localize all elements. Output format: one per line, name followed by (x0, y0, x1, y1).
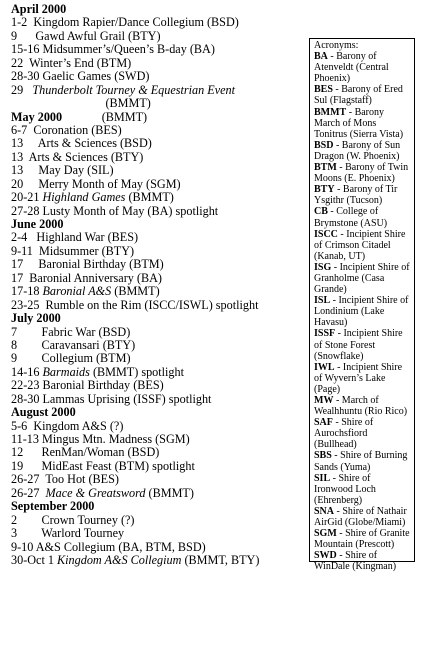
event-host: (BMMT) (111, 284, 160, 299)
acronym-abbr: MW (314, 395, 334, 406)
month-title: April 2000 (11, 2, 67, 16)
event-name: Highland Games (42, 190, 126, 205)
event-name: Arts & Sciences (BSD) (37, 136, 152, 151)
event-date: 26-27 (11, 485, 40, 500)
event-name: Merry Month of May (SGM) (38, 176, 181, 191)
event-date: 13 (11, 163, 24, 178)
event-date: 19 (11, 458, 24, 473)
event-line (11, 393, 311, 406)
acronym-separator: - (330, 295, 339, 307)
event-name: Kingdom Rapier/Dance Collegium (BSD) (33, 15, 239, 30)
month-title: May 2000 (11, 109, 63, 124)
event-line (11, 420, 311, 433)
event-line (11, 43, 311, 56)
acronym-abbr: IWL (314, 361, 335, 373)
event-date: 27-28 (11, 203, 40, 218)
event-name: Barmaids (42, 364, 90, 379)
acronym-desc: Incipient Shire of Stone Forest (Snowflake) (314, 328, 403, 362)
acronym-desc: Barony of Atenveldt (Central Phoenix) (314, 51, 389, 85)
acronym-entry (314, 417, 411, 450)
event-name: Rumble on the Rim (ISCC/ISWL) spotlight (45, 297, 259, 312)
event-name: Lusty Month of May (BA) spotlight (42, 203, 219, 218)
acronym-separator: - (331, 261, 340, 273)
event-name: Fabric War (BSD) (41, 324, 131, 339)
acronym-abbr: SWD (314, 550, 337, 562)
acronym-separator: - (346, 106, 355, 118)
event-date: 15-16 (11, 42, 40, 57)
acronym-separator: - (334, 505, 343, 517)
acronym-entry (314, 51, 411, 84)
event-date: 22-23 (11, 378, 40, 393)
event-date: 28-30 (11, 391, 40, 406)
event-line (11, 299, 311, 312)
acronym-abbr: BMMT (314, 106, 347, 118)
month-note: (BMMT) (62, 109, 148, 124)
event-date: 9-10 (11, 539, 34, 554)
event-line (11, 460, 311, 473)
acronym-entry (314, 528, 411, 550)
event-line (11, 433, 311, 446)
event-date: 8 (11, 337, 18, 352)
month-heading (11, 111, 311, 124)
event-date: 2 (11, 512, 18, 527)
event-date: 2-4 (11, 230, 28, 245)
event-name: Baronial A&S (42, 284, 112, 299)
acronym-separator: - (332, 84, 342, 96)
acronym-desc: Incipient Shire of Crimson Citadel (Kanab, UT) (314, 228, 406, 262)
acronym-separator: - (334, 184, 343, 196)
event-name: MidEast Feast (BTM) spotlight (41, 458, 195, 473)
acronym-desc: Barony of Twin Moons (E. Phoenix) (314, 162, 409, 185)
month-title: September 2000 (11, 499, 95, 514)
event-line (11, 137, 311, 150)
event-line (11, 285, 311, 298)
acronym-abbr: SBS (314, 450, 332, 462)
acronym-separator: - (333, 139, 342, 151)
event-name: Midsummer’s/Queen’s B-day (BA) (42, 42, 215, 57)
event-date: 29 (11, 82, 24, 97)
month-title: June 2000 (11, 217, 64, 231)
event-date: 9 (11, 351, 18, 366)
acronym-separator: - (333, 395, 342, 406)
events-calendar (11, 3, 311, 567)
event-date: 6-7 (11, 122, 28, 137)
event-name: Warlord Tourney (41, 526, 125, 541)
event-line (11, 191, 311, 204)
acronym-entry (314, 362, 411, 395)
event-line (11, 57, 311, 70)
event-name: RenMan/Woman (BSD) (41, 445, 160, 460)
acronym-desc: Shire of Granite Mountain (Prescott) (314, 528, 410, 551)
month-title: July 2000 (11, 311, 61, 326)
event-line (11, 84, 311, 97)
acronym-entry (314, 328, 411, 361)
event-line (11, 326, 311, 339)
event-line (11, 473, 311, 486)
event-line (11, 97, 311, 110)
event-line (11, 245, 311, 258)
acronym-entry (314, 206, 411, 228)
acronym-abbr: BES (314, 84, 333, 96)
acronym-desc: Shire of Ironwood Loch (Ehrenberg) (314, 472, 376, 506)
acronym-abbr: SGM (314, 528, 337, 540)
acronym-separator: - (331, 450, 341, 462)
acronym-desc: Barony of Tir Ysgithr (Tucson) (314, 184, 398, 207)
acronym-entry (314, 140, 411, 162)
acronym-separator: - (336, 550, 346, 562)
event-line (11, 352, 311, 365)
acronym-abbr: CB (314, 206, 328, 218)
event-name: Arts & Sciences (BTY) (28, 149, 144, 164)
event-line (11, 16, 311, 29)
event-line (11, 366, 311, 379)
event-date: 9-11 (11, 243, 33, 258)
acronym-abbr: SIL (314, 472, 331, 484)
event-name: Gaelic Games (SWD) (42, 69, 150, 84)
event-line (11, 527, 311, 540)
event-line (11, 164, 311, 177)
event-host: (BMMT) (125, 190, 174, 205)
acronym-abbr: BTM (314, 162, 337, 174)
event-date: 23-25 (11, 297, 40, 312)
event-name: Baronial Anniversary (BA) (29, 270, 162, 285)
acronyms-heading: Acronyms: (314, 40, 359, 51)
acronym-entry (314, 107, 411, 140)
acronym-abbr: BA (314, 51, 328, 63)
acronym-separator: - (337, 228, 347, 240)
event-line (11, 339, 311, 352)
event-name: Kingdom A&S (?) (33, 418, 124, 433)
event-host: (BMMT) spotlight (89, 364, 185, 379)
month-title: August 2000 (11, 405, 76, 420)
event-date: 17 (11, 257, 24, 272)
month-heading (11, 218, 311, 231)
event-date: 17 (11, 270, 24, 285)
event-name: Baronial Birthday (BTM) (38, 257, 164, 272)
acronyms-box (309, 38, 415, 573)
event-line (11, 178, 311, 191)
acronym-separator: - (327, 206, 337, 218)
event-date: 20-21 (11, 190, 40, 205)
month-heading (11, 500, 311, 513)
event-name: Gawd Awful Grail (BTY) (35, 28, 161, 43)
acronym-desc: Barony of Ered Sul (Flagstaff) (314, 84, 403, 107)
acronym-abbr: SNA (314, 505, 335, 517)
event-name: Mingus Mtn. Madness (SGM) (42, 432, 190, 446)
month-heading (11, 312, 311, 325)
event-line (11, 514, 311, 527)
acronym-abbr: SAF (314, 417, 333, 429)
acronym-abbr: ISG (314, 261, 332, 273)
acronym-desc: Barony of Sun Dragon (W. Phoenix) (314, 139, 401, 162)
event-date: 30-Oct 1 (11, 552, 54, 567)
event-name: Highland War (BES) (36, 230, 139, 245)
event-date: 3 (11, 526, 18, 541)
acronym-desc: College of Brymstone (ASU) (314, 206, 388, 229)
acronym-abbr: BTY (314, 184, 335, 196)
event-name: Lammas Uprising (ISSF) spotlight (42, 391, 212, 406)
acronym-separator: - (330, 472, 339, 484)
acronym-abbr: ISSF (314, 328, 336, 340)
event-host: (BMMT) (145, 485, 194, 500)
event-line (11, 446, 311, 459)
acronym-abbr: BSD (314, 139, 334, 151)
event-name: Caravansari (BTY) (41, 337, 136, 352)
acronym-entry (314, 450, 411, 472)
acronym-entry (314, 295, 411, 328)
event-name: Midsummer (BTY) (38, 243, 135, 258)
event-line (11, 554, 311, 567)
event-name: Too Hot (BES) (45, 472, 119, 487)
event-date: 7 (11, 324, 18, 339)
acronym-separator: - (336, 162, 346, 174)
event-date: 9 (11, 28, 18, 43)
acronym-desc: Shire of Burning Sands (Yuma) (314, 450, 408, 473)
acronym-entry (314, 262, 411, 295)
acronym-separator: - (334, 361, 343, 373)
event-name: Coronation (BES) (33, 122, 122, 137)
acronym-desc: Incipient Shire of Wyvern’s Lake (Page) (314, 361, 403, 395)
acronym-desc: March of Wealhhuntu (Rio Rico) (314, 395, 408, 418)
event-line (11, 231, 311, 244)
event-line (11, 258, 311, 271)
event-name: May Day (SIL) (38, 163, 114, 178)
event-name: A&S Collegium (BA, BTM, BSD) (35, 539, 206, 554)
event-name: Baronial Birthday (BES) (42, 378, 164, 393)
event-name: Collegium (BTM) (41, 351, 131, 366)
acronym-desc: Shire of Aurochsfiord (Bullhead) (314, 417, 374, 451)
event-date: 20 (11, 176, 24, 191)
event-name: Crown Tourney (?) (41, 512, 135, 527)
event-date: 22 (11, 55, 24, 70)
acronym-entry (314, 184, 411, 206)
event-date: 5-6 (11, 418, 28, 433)
event-line (11, 30, 311, 43)
event-line (11, 151, 311, 164)
event-line (11, 487, 311, 500)
acronym-separator: - (335, 328, 344, 340)
event-date: 14-16 (11, 364, 40, 379)
event-line (11, 124, 311, 137)
event-date: 12 (11, 445, 24, 460)
month-heading (11, 406, 311, 419)
acronym-entry (314, 162, 411, 184)
acronym-desc: Barony March of Mons Tonitrus (Sierra Vista) (314, 106, 404, 140)
event-name: (BMMT) (11, 96, 151, 111)
acronym-entry (314, 229, 411, 262)
event-line (11, 272, 311, 285)
acronyms-list (314, 51, 411, 572)
acronym-entry (314, 550, 411, 572)
event-name: Winter’s End (BTM) (29, 55, 132, 70)
event-date: 13 (11, 149, 24, 164)
month-heading (11, 3, 311, 16)
acronym-desc: Incipient Shire of Londinium (Lake Havasu) (314, 295, 409, 329)
event-date: 17-18 (11, 284, 40, 299)
event-host: (BMMT, BTY) (181, 552, 260, 567)
event-date: 13 (11, 136, 24, 151)
event-date: 1-2 (11, 15, 28, 30)
event-date: 26-27 (11, 472, 40, 487)
event-line (11, 205, 311, 218)
event-name: Mace & Greatsword (45, 485, 146, 500)
acronym-separator: - (336, 528, 346, 540)
acronym-entry (314, 395, 411, 417)
acronym-desc: Incipient Shire of Granholme (Casa Grande) (314, 261, 410, 296)
acronym-entry (314, 506, 411, 528)
acronym-entry (314, 84, 411, 106)
event-line (11, 70, 311, 83)
acronym-abbr: ISL (314, 295, 331, 307)
event-name: Thunderbolt Tourney & Equestrian Event (32, 82, 235, 97)
event-line (11, 541, 311, 554)
acronym-desc: Shire of Nathair AirGid (Globe/Miami) (314, 505, 407, 529)
acronym-abbr: ISCC (314, 228, 338, 240)
acronym-separator: - (327, 51, 337, 63)
event-line (11, 379, 311, 392)
acronym-desc: Shire of WinDale (Kingman) (314, 550, 397, 573)
acronym-entry (314, 473, 411, 506)
acronym-separator: - (332, 417, 342, 429)
event-date: 11-13 (11, 432, 39, 446)
event-name: Kingdom A&S Collegium (57, 552, 182, 567)
event-date: 28-30 (11, 69, 40, 84)
